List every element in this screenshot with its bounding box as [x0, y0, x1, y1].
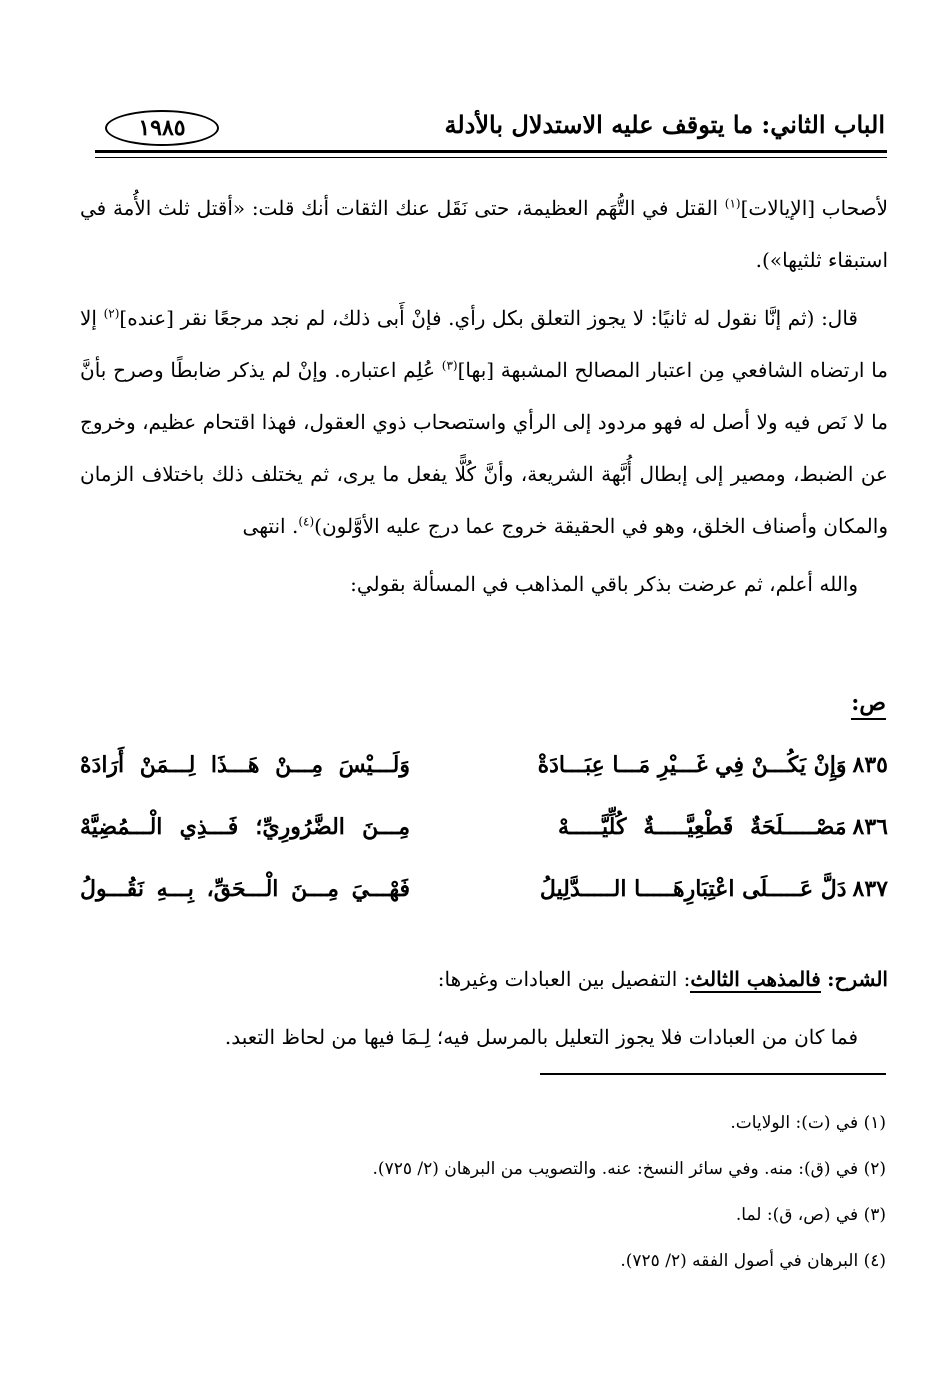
verse-text: مَصْـــــلَحَةٌ قَطْعِيَّـــــةٌ كُلِّيَّـــــهْ	[558, 814, 847, 840]
footnote-4: (٤) البرهان في أصول الفقه (٢/ ٧٢٥).	[620, 1251, 886, 1271]
commentary-line-1-rest: : التفصيل بين العبادات وغيرها:	[437, 967, 691, 991]
main-text	[80, 182, 888, 616]
verse-left-hemistich: فَهْـــيَ مِـــنَ الْـــحَقِّ، بِـــهِ نَقُـــولُ	[80, 876, 410, 902]
paragraph-2-text-c: عُلِم اعتباره. وإنْ لم يذكر ضابطًا وصرح بأنَّ ما لا نَص فيه ولا أصل له فهو مردود إلى الرأي واستصحاب ذوي العقول، فهذا اقتحام عظيم، وخروج عن الضبط، ومصير إلى إبطال أُبَّهة الشريعة، وأنَّ كُلًّا يفعل ما يرى، ثم يختلف ذلك باختلاف الزمان والمكان وأصناف الخلق، وهو في الحقيقة خروج عما درج عليه الأوَّلون)	[80, 358, 888, 538]
paragraph-2-text-b: إلا ما ارتضاه الشافعي مِن اعتبار المصالح المشبهة [بها]	[80, 306, 888, 382]
verse-number: ٨٣٦	[852, 814, 888, 840]
header-rule-thin	[95, 157, 887, 158]
commentary-line-1	[80, 950, 888, 1008]
verses	[80, 752, 888, 938]
page-number: ١٩٨٥	[105, 110, 219, 146]
header-rule-thick	[95, 150, 887, 153]
footnotes	[200, 1100, 886, 1284]
footnote-2: (٢) في (ق): منه. وفي سائر النسخ: عنه. والتصويب من البرهان (٢/ ٧٢٥).	[372, 1159, 886, 1179]
verse-right-hemistich	[539, 876, 888, 902]
verse-left-hemistich: مِـــنَ الضَّرُورِيِّ؛ فَـــذِي الْـــمُضِيَّهْ	[80, 814, 410, 840]
verse-right-hemistich	[537, 752, 888, 778]
page-header	[95, 108, 885, 150]
commentary	[80, 950, 888, 1066]
paragraph-3: والله أعلم، ثم عرضت بذكر باقي المذاهب في المسألة بقولي:	[350, 572, 858, 596]
commentary-line-2: فما كان من العبادات فلا يجوز التعليل بالمرسل فيه؛ لِـمَا فيها من لحاظ التعبد.	[224, 1025, 858, 1049]
verse-left-hemistich: وَلَـــيْسَ مِـــنْ هَـــذَا لِـــمَنْ أَرَادَهْ	[80, 752, 410, 778]
paragraph-1-text-b: القتل في التُّهَم العظيمة، حتى نَقَل عنك الثقات أنك قلت: «أقتل ثلث الأُمة في استبقاء ثلثيها»).	[80, 196, 888, 272]
paragraph-1	[80, 182, 888, 286]
footnote-1: (١) في (ت): الولايات.	[730, 1113, 886, 1133]
verse-text: وَإِنْ يَكُـــنْ فِي غَـــيْرِ مَـــا عِبَـــادَةْ	[537, 752, 847, 778]
footnote-separator	[540, 1073, 886, 1075]
verse-837	[80, 876, 888, 938]
poem-heading: ص:	[851, 690, 886, 720]
madhhab-label: فالمذهب الثالث	[690, 967, 821, 991]
footnote-ref-3: (٣)	[441, 358, 458, 373]
sharh-label: الشرح:	[827, 967, 888, 991]
verse-right-hemistich	[558, 814, 888, 840]
verse-836	[80, 814, 888, 876]
paragraph-2	[80, 292, 888, 552]
verse-number: ٨٣٧	[852, 876, 888, 902]
verse-835	[80, 752, 888, 814]
verse-text: دَلَّ عَـــــلَى اعْتِبَارِهَـــــا الـــــدَّلِيلُ	[539, 876, 847, 902]
running-title: الباب الثاني: ما يتوقف عليه الاستدلال بالأدلة	[444, 110, 885, 139]
paragraph-2-text-d: . انتهى	[242, 514, 299, 538]
footnote-ref-1: (١)	[724, 196, 741, 211]
footnote-ref-2: (٢)	[103, 306, 120, 321]
footnote-ref-4: (٤)	[298, 514, 315, 529]
verse-number: ٨٣٥	[852, 752, 888, 778]
footnote-3: (٣) في (ص، ق): لما.	[735, 1205, 886, 1225]
paragraph-1-text-a: لأصحاب [الإيالات]	[740, 196, 889, 220]
paragraph-2-text-a: قال: (ثم إنَّا نقول له ثانيًا: لا يجوز التعلق بكل رأي. فإنْ أَبى ذلك، لم نجد مرجعًا نقر [عنده]	[119, 306, 858, 330]
